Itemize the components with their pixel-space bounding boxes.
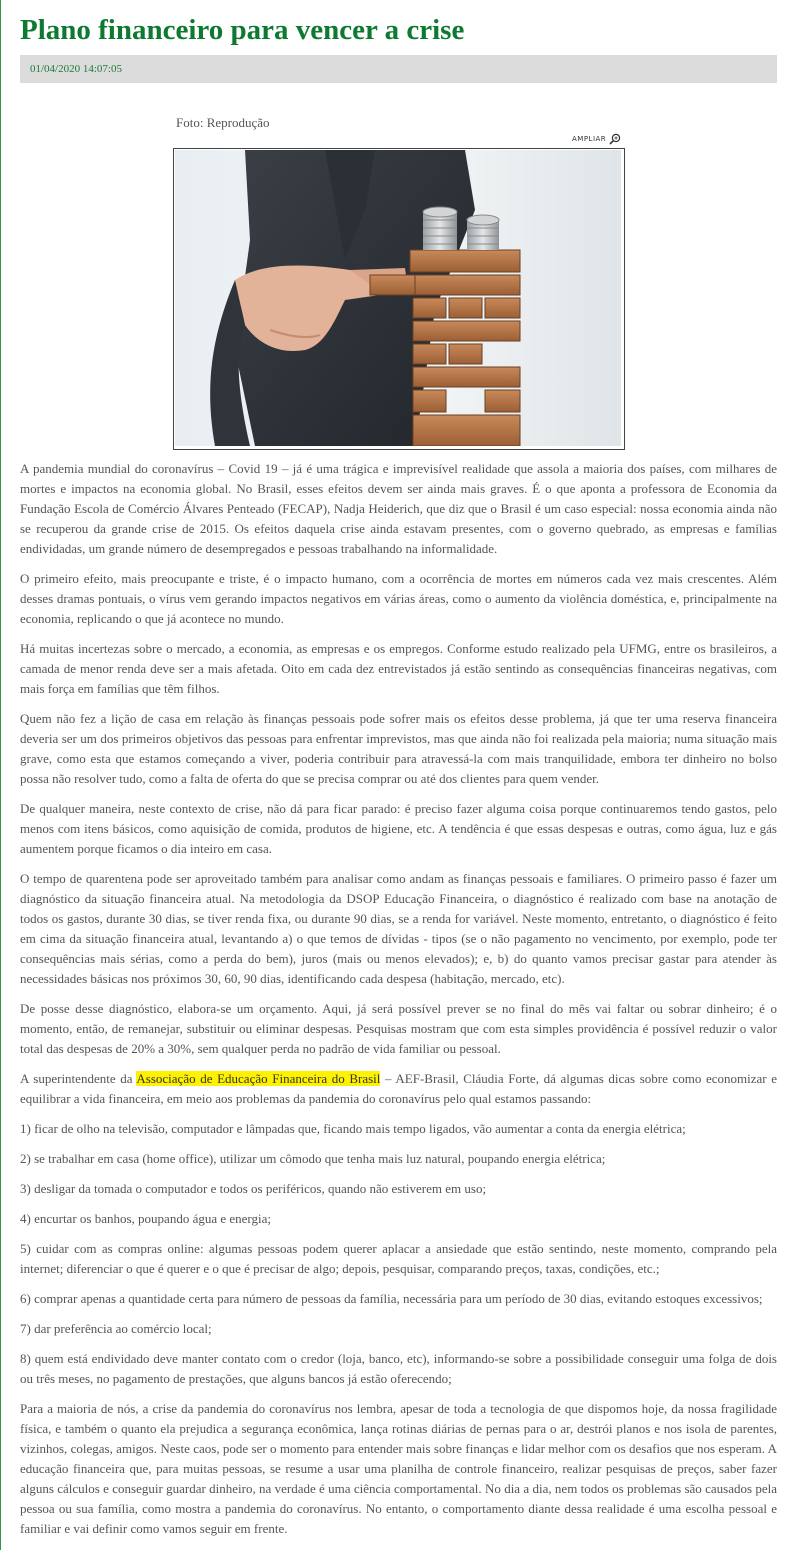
photo-caption: Foto: Reprodução xyxy=(176,115,270,130)
aef-brasil-link[interactable]: Associação de Educação Financeira do Brasil xyxy=(136,1071,381,1086)
article-body xyxy=(20,459,777,1549)
tip-item: 1) ficar de olho na televisão, computador e lâmpadas que, ficando mais tempo ligados, vão aumentar a conta da energia elétrica; xyxy=(20,1121,686,1136)
article-paragraph: A pandemia mundial do coronavírus – Covid 19 – já é uma trágica e imprevisível realidade que assola a maioria dos países, com milhares de mortes e impactos na economia global. No Brasil, esses efeitos devem ser ainda mais graves. É o que aponta a professora de Economia da Fundação Escola de Comércio Álvares Penteado (FECAP), Nadja Heiderich, que diz que o Brasil é um caso especial: nossa economia ainda não se recuperou da grande crise de 2015. Os efeitos daquela crise ainda estavam presentes, com o governo quebrado, as empresas e famílias endividadas, um grande número de desempregados e pessoas trabalhando na informalidade. xyxy=(20,461,777,556)
tip-item: 5) cuidar com as compras online: algumas pessoas podem querer aplacar a ansiedade que estão sentindo, neste momento, comprando pela internet; diferenciar o que é querer e o que é precisar de algo; depois, pesquisar, comparando preços, taxas, condições, etc.; xyxy=(20,1241,777,1276)
tip-item: 4) encurtar os banhos, poupando água e energia; xyxy=(20,1211,272,1226)
article-paragraph: O tempo de quarentena pode ser aproveitado também para analisar como andam as finanças pessoais e familiares. O primeiro passo é fazer um diagnóstico da situação financeira atual. Na metodologia da DSOP Educação Financeira, o diagnóstico é realizado com base na anotação de todos os gastos, durante 30 dias, se tiver renda fixa, ou durante 90 dias, se a renda for variável. Neste momento, entretanto, o diagnóstico é feito em cima da situação financeira atual, levantando a) o que temos de dívidas - tipos (se o não pagamento no vencimento, por exemplo, pode ter consequências mais sérias, como a perda do bem), juros (mais ou menos elevados); e, b) do quanto vamos precisar gastar para atender às necessidades básicas nos próximos 30, 60, 90 dias, identificando cada despesa (habitação, mercado, etc). xyxy=(20,871,777,986)
article-paragraph: O primeiro efeito, mais preocupante e triste, é o impacto humano, com a ocorrência de mortes em números cada vez mais crescentes. Além desses dramas pontuais, o vírus vem gerando impactos negativos em várias áreas, como o aumento da violência doméstica, e, principalmente na economia, replicando o que já acontece no mundo. xyxy=(20,571,777,626)
article-title: Plano financeiro para vencer a crise xyxy=(20,14,465,46)
tip-item: 7) dar preferência ao comércio local; xyxy=(20,1321,212,1336)
intro-text-before: A superintendente da xyxy=(20,1071,137,1086)
article-paragraph: De qualquer maneira, neste contexto de crise, não dá para ficar parado: é preciso fazer alguma coisa porque continuaremos tendo gastos, pelo menos com itens básicos, como aquisição de comida, produtos de higiene, etc. A tendência é que essas despesas e outras, como água, luz e gás aumentem porque ficamos o dia inteiro em casa. xyxy=(20,801,777,856)
zoom-image-button[interactable] xyxy=(572,133,621,145)
publish-datetime: 01/04/2020 14:07:05 xyxy=(30,63,122,75)
magnifier-icon xyxy=(609,133,621,145)
article-photo[interactable] xyxy=(173,148,625,450)
tip-item: 8) quem está endividado deve manter contato com o credor (loja, banco, etc), informando-se sobre a possibilidade conseguir uma folga de dois ou três meses, no pagamento de prestações, que alguns bancos já estão oferecendo; xyxy=(20,1351,777,1386)
intro-text-after: – AEF-Brasil, Cláudia Forte, dá algumas dicas sobre como economizar e equilibrar a vida financeira, em meio aos problemas da pandemia do coronavírus pelo qual estamos passando: xyxy=(20,1071,778,1106)
tip-item: 3) desligar da tomada o computador e todos os periféricos, quando não estiverem em uso; xyxy=(20,1181,487,1196)
date-bar xyxy=(20,55,777,83)
zoom-label: AMPLIAR xyxy=(572,135,607,143)
article-paragraph: De posse desse diagnóstico, elabora-se um orçamento. Aqui, já será possível prever se no final do mês vai faltar ou sobrar dinheiro; é o momento, então, de remanejar, substituir ou eliminar despesas. Pesquisas mostram que com esta simples providência é possível reduzir o valor total das despesas de 20% a 30%, sem qualquer perda no padrão de vida familiar ou pessoal. xyxy=(20,1001,777,1056)
tip-item: 6) comprar apenas a quantidade certa para número de pessoas da família, necessária para um período de 30 dias, evitando estoques excessivos; xyxy=(20,1291,763,1306)
wooden-blocks-coins-photo xyxy=(175,150,621,446)
left-border-rule xyxy=(0,0,1,1550)
closing-paragraph: Para a maioria de nós, a crise da pandemia do coronavírus nos lembra, apesar de toda a tecnologia de que dispomos hoje, da nossa fragilidade física, e também o quanto ela prejudica a segurança econômica, lança rotinas diárias de pernas para o ar, destrói planos e nos isola de parentes, vizinhos, colegas, amigos. Neste caos, pode ser o momento para entender mais sobre finanças e lidar melhor com os desafios que nos esperam. A educação financeira que, para muitas pessoas, se resume a usar uma planilha de controle financeiro, realizar pesquisas de preços, saber fazer alguns cálculos e conseguir guardar dinheiro, na verdade é uma ciência comportamental. No dia a dia, nem todos os problemas são causados pela pessoa ou sua família, como mostra a pandemia do coronavírus. No entanto, o comportamento diante dessa realidade é uma escolha pessoal e familiar e vai definir como vamos seguir em frente. xyxy=(20,1401,777,1536)
intro-paragraph xyxy=(20,1069,777,1109)
article-paragraph: Quem não fez a lição de casa em relação às finanças pessoais pode sofrer mais os efeitos desse problema, já que ter uma reserva financeira deveria ser um dos primeiros objetivos das pessoas para enfrentar imprevistos, mas que ainda não foi realizada pela maioria; numa situação mais grave, como esta que estamos começando a viver, poderia contribuir para atravessá-la com mais tranquilidade, embora ter dinheiro no bolso possa não resolver tudo, como a falta de oferta do que se precisa comprar ou até dos clientes para quem vender. xyxy=(20,711,777,786)
article-paragraph: Há muitas incertezas sobre o mercado, a economia, as empresas e os empregos. Conforme estudo realizado pela UFMG, entre os brasileiros, a camada de menor renda deve ser a mais afetada. Oito em cada dez entrevistados já estão sentindo as consequências financeiras negativas, com mais força em famílias que têm filhos. xyxy=(20,641,777,696)
tip-item: 2) se trabalhar em casa (home office), utilizar um cômodo que tenha mais luz natural, poupando energia elétrica; xyxy=(20,1151,606,1166)
